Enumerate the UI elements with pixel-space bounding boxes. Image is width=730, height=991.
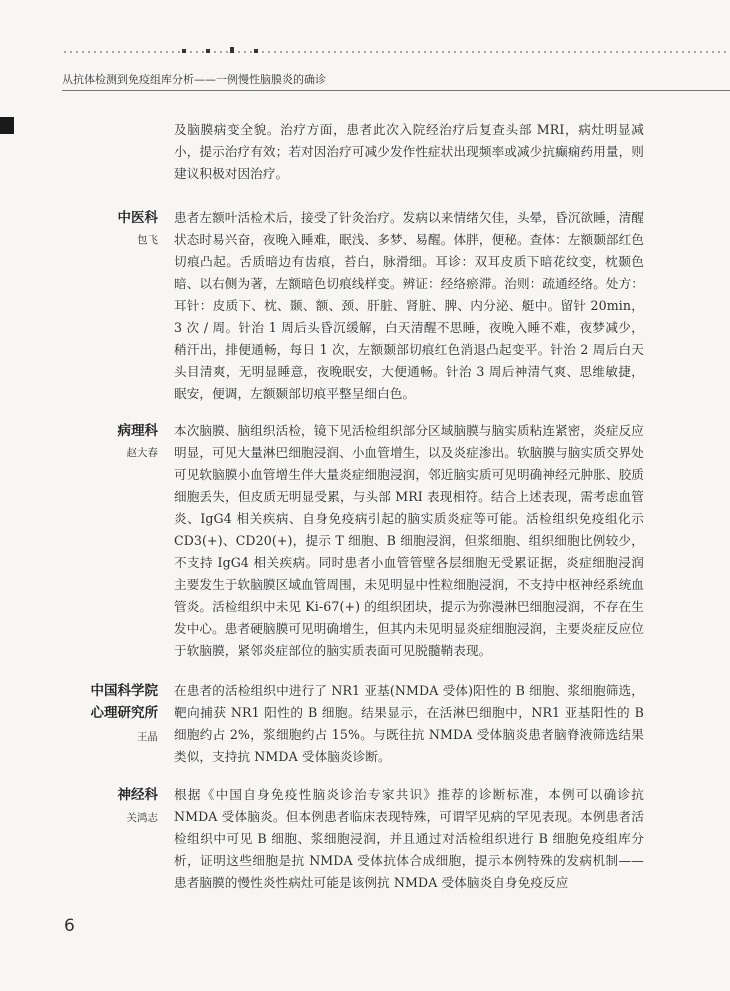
header-square-dot <box>182 49 186 53</box>
header-dotted-rule <box>62 49 730 55</box>
author-name: 包飞 <box>137 234 158 246</box>
intro-paragraph: 及脑膜病变全貌。治疗方面，患者此次入院经治疗后复查头部 MRI，病灶明显减小，提示治疗有效；若对因治疗可减少发作性症状出现频率或减少抗癫痫药用量，则建议积极对因治疗。 <box>174 122 644 181</box>
chapter-edge-tab <box>0 117 14 134</box>
header-rule <box>62 90 730 91</box>
dept-label: 病理科 <box>117 423 158 439</box>
dept-label: 神经科 <box>117 787 158 803</box>
section-paragraph: 患者左额叶活检术后，接受了针灸治疗。发病以来情绪欠佳，头晕，昏沉欲睡，清醒状态时易兴奋，夜晚入睡难，眠浅、多梦、易醒。体胖，便秘。查体：左额颞部红色切痕凸起。舌质暗边有齿痕，苔白，脉滑细。耳诊：双耳皮质下暗花纹变，枕颞色暗、以右侧为著，左额暗色切痕线样变。辨证：经络瘀滞。治则：疏通经络。处方：耳针：皮质下、枕、颞、额、颈、肝脏、肾脏、脾、内分泌、艇中。留针 20min，3 次 / 周。针治 1 周后头昏沉缓解，白天清醒不思睡，夜晚入睡不难，夜梦减少，稍汗出，排便通畅，每日 1 次，左额颞部切痕红色消退凸起变平。针治 2 周后白天头目清爽，无明显睡意，夜晚眠安，大便通畅。针治 3 周后神清气爽、思维敏捷，眠安，便调，左额颞部切痕平整呈细白色。 <box>174 210 644 401</box>
page-number: 6 <box>64 916 75 936</box>
section-paragraph: 在患者的活检组织中进行了 NR1 亚基(NMDA 受体)阳性的 B 细胞、浆细胞筛选，靶向捕获 NR1 阳性的 B 细胞。结果显示，在活淋巴细胞中，NR1 亚基阳性的 B 细胞约占 2%，浆细胞约占 15%。与既往抗 NMDA 受体脑炎患者脑脊液筛选结果类似，支持抗 NMDA 受体脑炎诊断。 <box>174 683 644 764</box>
dept-label: 中医科 <box>117 210 158 226</box>
author-name: 关鸿志 <box>126 812 158 824</box>
header-square-dot <box>230 47 234 53</box>
header-square-dot <box>254 49 258 53</box>
section-paragraph: 本次脑膜、脑组织活检，镜下见活检组织部分区域脑膜与脑实质粘连紧密，炎症反应明显，可见大量淋巴细胞浸润、小血管增生，以及炎症渗出。软脑膜与脑实质交界处可见软脑膜小血管增生伴大量炎症细胞浸润，邻近脑实质可见明确神经元肿胀、胶质细胞丢失，但皮质无明显受累，与头部 MRI 表现相符。结合上述表现，需考虑血管炎、IgG4 相关疾病、自身免疫病引起的脑实质炎症等可能。活检组织免疫组化示 CD3(+)、CD20(+)，提示 T 细胞、B 细胞浸润，但浆细胞、组织细胞比例较少，不支持 IgG4 相关疾病。同时患者小血管管壁各层细胞无受累证据，炎症细胞浸润主要发生于软脑膜区域血管周围，未见明显中性粒细胞浸润，不支持中枢神经系统血管炎。活检组织中未见 Ki-67(+) 的组织团块，提示为弥漫淋巴细胞浸润，不存在生发中心。患者硬脑膜可见明确增生，但其内未见明显炎症细胞浸润，主要炎症反应位于软脑膜，紧邻炎症部位的脑实质表面可见脱髓鞘表现。 <box>174 423 644 658</box>
section-paragraph: 根据《中国自身免疫性脑炎诊治专家共识》推荐的诊断标准，本例可以确诊抗 NMDA 受体脑炎。但本例患者临床表现特殊，可谓罕见病的罕见表现。本例患者活检组织中可见 B 细胞、浆细胞浸润，并且通过对活检组织进行 B 细胞免疫组库分析，证明这些细胞是抗 NMDA 受体抗体合成细胞，提示本例特殊的发病机制——患者脑膜的慢性炎性病灶可能是该例抗 NMDA 受体脑炎自身免疫反应 <box>174 787 644 890</box>
running-title: 从抗体检测到免疫组库分析——一例慢性脑膜炎的确诊 <box>62 73 326 86</box>
author-name: 王晶 <box>137 731 158 743</box>
dept-label-line2: 心理研究所 <box>90 705 158 721</box>
header-square-dot <box>206 49 210 53</box>
dept-label: 中国科学院 <box>90 683 158 699</box>
author-name: 赵大春 <box>126 447 158 459</box>
